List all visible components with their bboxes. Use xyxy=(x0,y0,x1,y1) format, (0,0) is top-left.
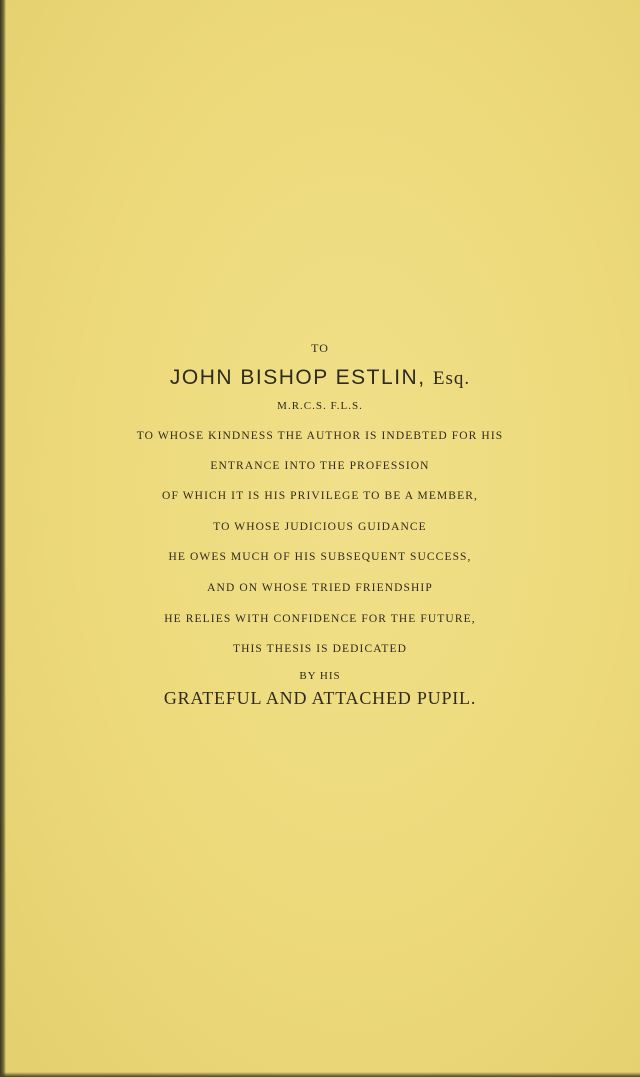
dedication-line: TO WHOSE KINDNESS THE AUTHOR IS INDEBTED FOR HIS xyxy=(136,430,504,442)
dedicatee-credentials: M.R.C.S. F.L.S. xyxy=(277,400,363,412)
dedication-line: HE OWES MUCH OF HIS SUBSEQUENT SUCCESS, xyxy=(168,551,472,563)
dedication-line: AND ON WHOSE TRIED FRIENDSHIP xyxy=(207,582,433,594)
dedicatee-name-text: JOHN BISHOP ESTLIN, xyxy=(169,366,426,389)
dedication-to: TO xyxy=(311,341,329,355)
dedication-line: OF WHICH IT IS HIS PRIVILEGE TO BE A MEMBER, xyxy=(162,490,478,502)
page-binding-edge xyxy=(0,0,6,1077)
dedication-line: HE RELIES WITH CONFIDENCE FOR THE FUTURE, xyxy=(164,613,476,625)
dedicatee-name xyxy=(0,366,640,390)
dedication-line: THIS THESIS IS DEDICATED xyxy=(232,643,408,655)
dedication-by-his: BY HIS xyxy=(299,670,341,682)
dedication-closing: GRATEFUL AND ATTACHED PUPIL. xyxy=(163,688,477,708)
page-bottom-edge xyxy=(0,1072,640,1077)
dedicatee-title: Esq. xyxy=(432,368,471,389)
dedication-line: TO WHOSE JUDICIOUS GUIDANCE xyxy=(213,521,427,533)
dedication-line: ENTRANCE INTO THE PROFESSION xyxy=(210,460,430,472)
